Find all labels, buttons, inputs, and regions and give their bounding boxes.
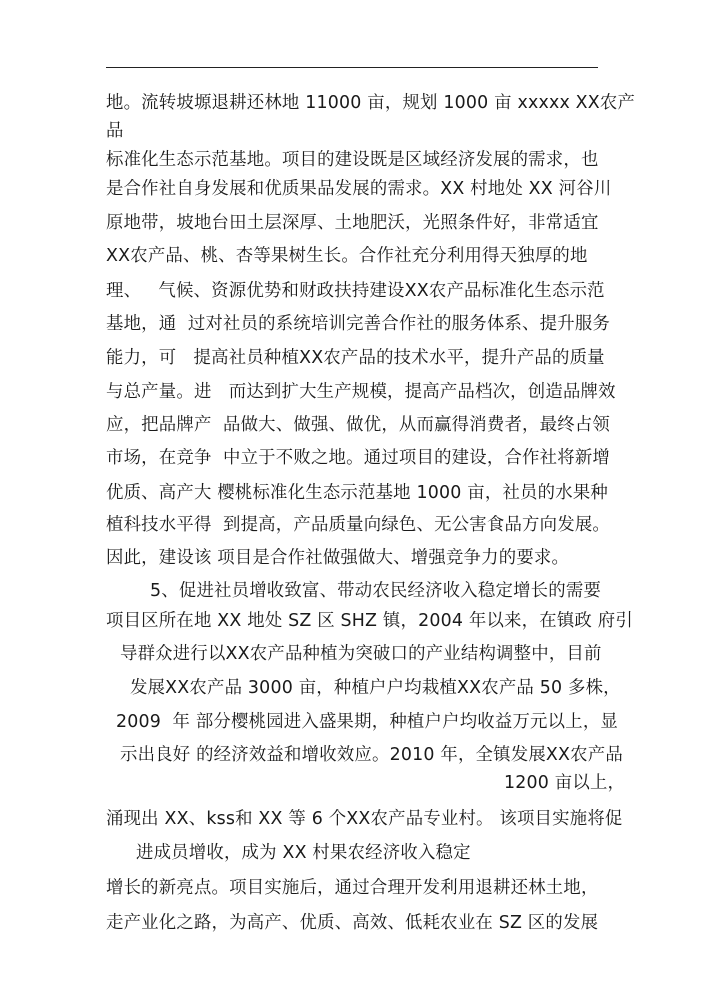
text-line-13: 优质、高产大 樱桃标准化生态示范基地 1000 亩，社员的水果种: [106, 483, 609, 503]
text-line-7: 理、 气候、资源优势和财政扶持建设XX农产品标准化生态示范: [106, 281, 605, 301]
text-line-1: 地。流转坡塬退耕还林地 11000 亩，规划 1000 亩 xxxxx XX农产: [106, 93, 636, 113]
text-line-26: 走产业化之路，为高产、优质、高效、低耗农业在 SZ 区的发展: [106, 913, 599, 933]
section-heading: 5、促进社员增收致富、带动农民经济收入稳定增长的需要: [150, 581, 602, 601]
text-line-3: 标准化生态示范基地。项目的建设既是区域经济发展的需求，也: [106, 150, 599, 170]
text-line-5: 原地带，坡地台田土层深厚、土地肥沃，光照条件好，非常适宜: [106, 213, 599, 233]
text-line-8: 基地，通 过对社员的系统培训完善合作社的服务体系、提升服务: [106, 314, 610, 334]
text-line-9: 能力，可 提高社员种植XX农产品的技术水平，提升产品的质量: [106, 348, 605, 368]
text-line-15: 因此，建设该 项目是合作社做强做大、增强竞争力的要求。: [106, 548, 570, 568]
text-line-23: 涌现出 XX、kss和 XX 等 6 个XX农产品专业村。 该项目实施将促: [106, 809, 623, 829]
text-line-17: 项目区所在地 XX 地处 SZ 区 SHZ 镇，2004 年以来，在镇政 府引: [106, 611, 633, 631]
text-line-10: 与总产量。进 而达到扩大生产规模，提高产品档次，创造品牌效: [106, 382, 616, 402]
text-line-22: 1200 亩以上，: [504, 773, 626, 793]
header-rule: [106, 67, 598, 68]
text-line-11: 应，把品牌产 品做大、做强、做优，从而赢得消费者，最终占领: [106, 415, 610, 435]
text-line-14: 植科技水平得 到提高，产品质量向绿色、无公害食品方向发展。: [106, 515, 610, 535]
text-line-12: 市场，在竞争 中立于不败之地。通过项目的建设，合作社将新增: [106, 448, 610, 468]
text-line-4: 是合作社自身发展和优质果品发展的需求。XX 村地处 XX 河谷川: [106, 179, 612, 199]
text-line-21: 示出良好 的经济效益和增收效应。2010 年，全镇发展XX农产品: [120, 745, 623, 765]
text-line-24: 进成员增收，成为 XX 村果农经济收入稳定: [136, 843, 471, 863]
text-line-18: 导群众进行以XX农产品种植为突破口的产业结构调整中，目前: [120, 644, 602, 664]
text-line-6: XX农产品、桃、杏等果树生长。合作社充分利用得天独厚的地: [106, 246, 588, 266]
text-line-2: 品: [106, 121, 124, 141]
text-line-19: 发展XX农产品 3000 亩，种植户户均栽植XX农产品 50 多株，: [130, 678, 621, 698]
text-line-20: 2009 年 部分樱桃园进入盛果期，种植户户均收益万元以上，显: [116, 712, 619, 732]
text-line-25: 增长的新亮点。项目实施后，通过合理开发利用退耕还林土地，: [106, 878, 599, 898]
